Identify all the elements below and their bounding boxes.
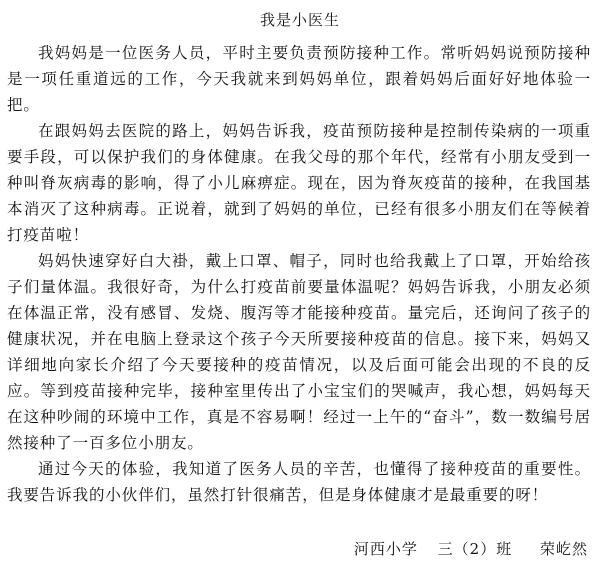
class-name: 三（2）班 [437, 540, 513, 558]
essay-body [7, 40, 591, 508]
author-signature [354, 539, 588, 559]
essay-title: 我是小医生 [259, 11, 340, 29]
paragraph-1: 我妈妈是一位医务人员，平时主要负责预防接种工作。常听妈妈说预防接种是一项任重道远的工作，今天我就来到妈妈单位，跟着妈妈后面好好地体验一把。 [7, 44, 591, 114]
school-name: 河西小学 [353, 540, 418, 558]
paragraph-2: 在跟妈妈去医院的路上，妈妈告诉我，疫苗预防接种是控制传染病的一项重要手段，可以保护我们的身体健康。在我父母的那个年代，经常有小朋友受到一种叫脊灰病毒的影响，得了小儿麻痹症。现在，因为脊灰疫苗的接种，在我国基本消灭了这种病毒。正说着，就到了妈妈的单位，已经有很多小朋友们在等候着打疫苗啦！ [7, 122, 591, 244]
paragraph-4: 通过今天的体验，我知道了医务人员的辛苦，也懂得了接种疫苗的重要性。我要告诉我的小伙伴们，虽然打针很痛苦，但是身体健康才是最重要的呀！ [7, 460, 591, 504]
author-name: 荣屹然 [539, 540, 588, 558]
paragraph-3: 妈妈快速穿好白大褂，戴上口罩、帽子，同时也给我戴上了口罩，开始给孩子们量体温。我很好奇，为什么打疫苗前要量体温呢？妈妈告诉我，小朋友必须在体温正常，没有感冒、发烧、腹泻等才能接种疫苗。量完后，还询问了孩子的健康状况，并在电脑上登录这个孩子今天所要接种疫苗的信息。接下来，妈妈又详细地向家长介绍了今天要接种的疫苗情况，以及后面可能会出现的不良的反应。等到疫苗接种完毕，接种室里传出了小宝宝们的哭喊声，我心想，妈妈每天在这种吵闹的环境中工作，真是不容易啊！经过一上午的“奋斗”，数一数编号居然接种了一百多位小朋友。 [7, 252, 591, 452]
